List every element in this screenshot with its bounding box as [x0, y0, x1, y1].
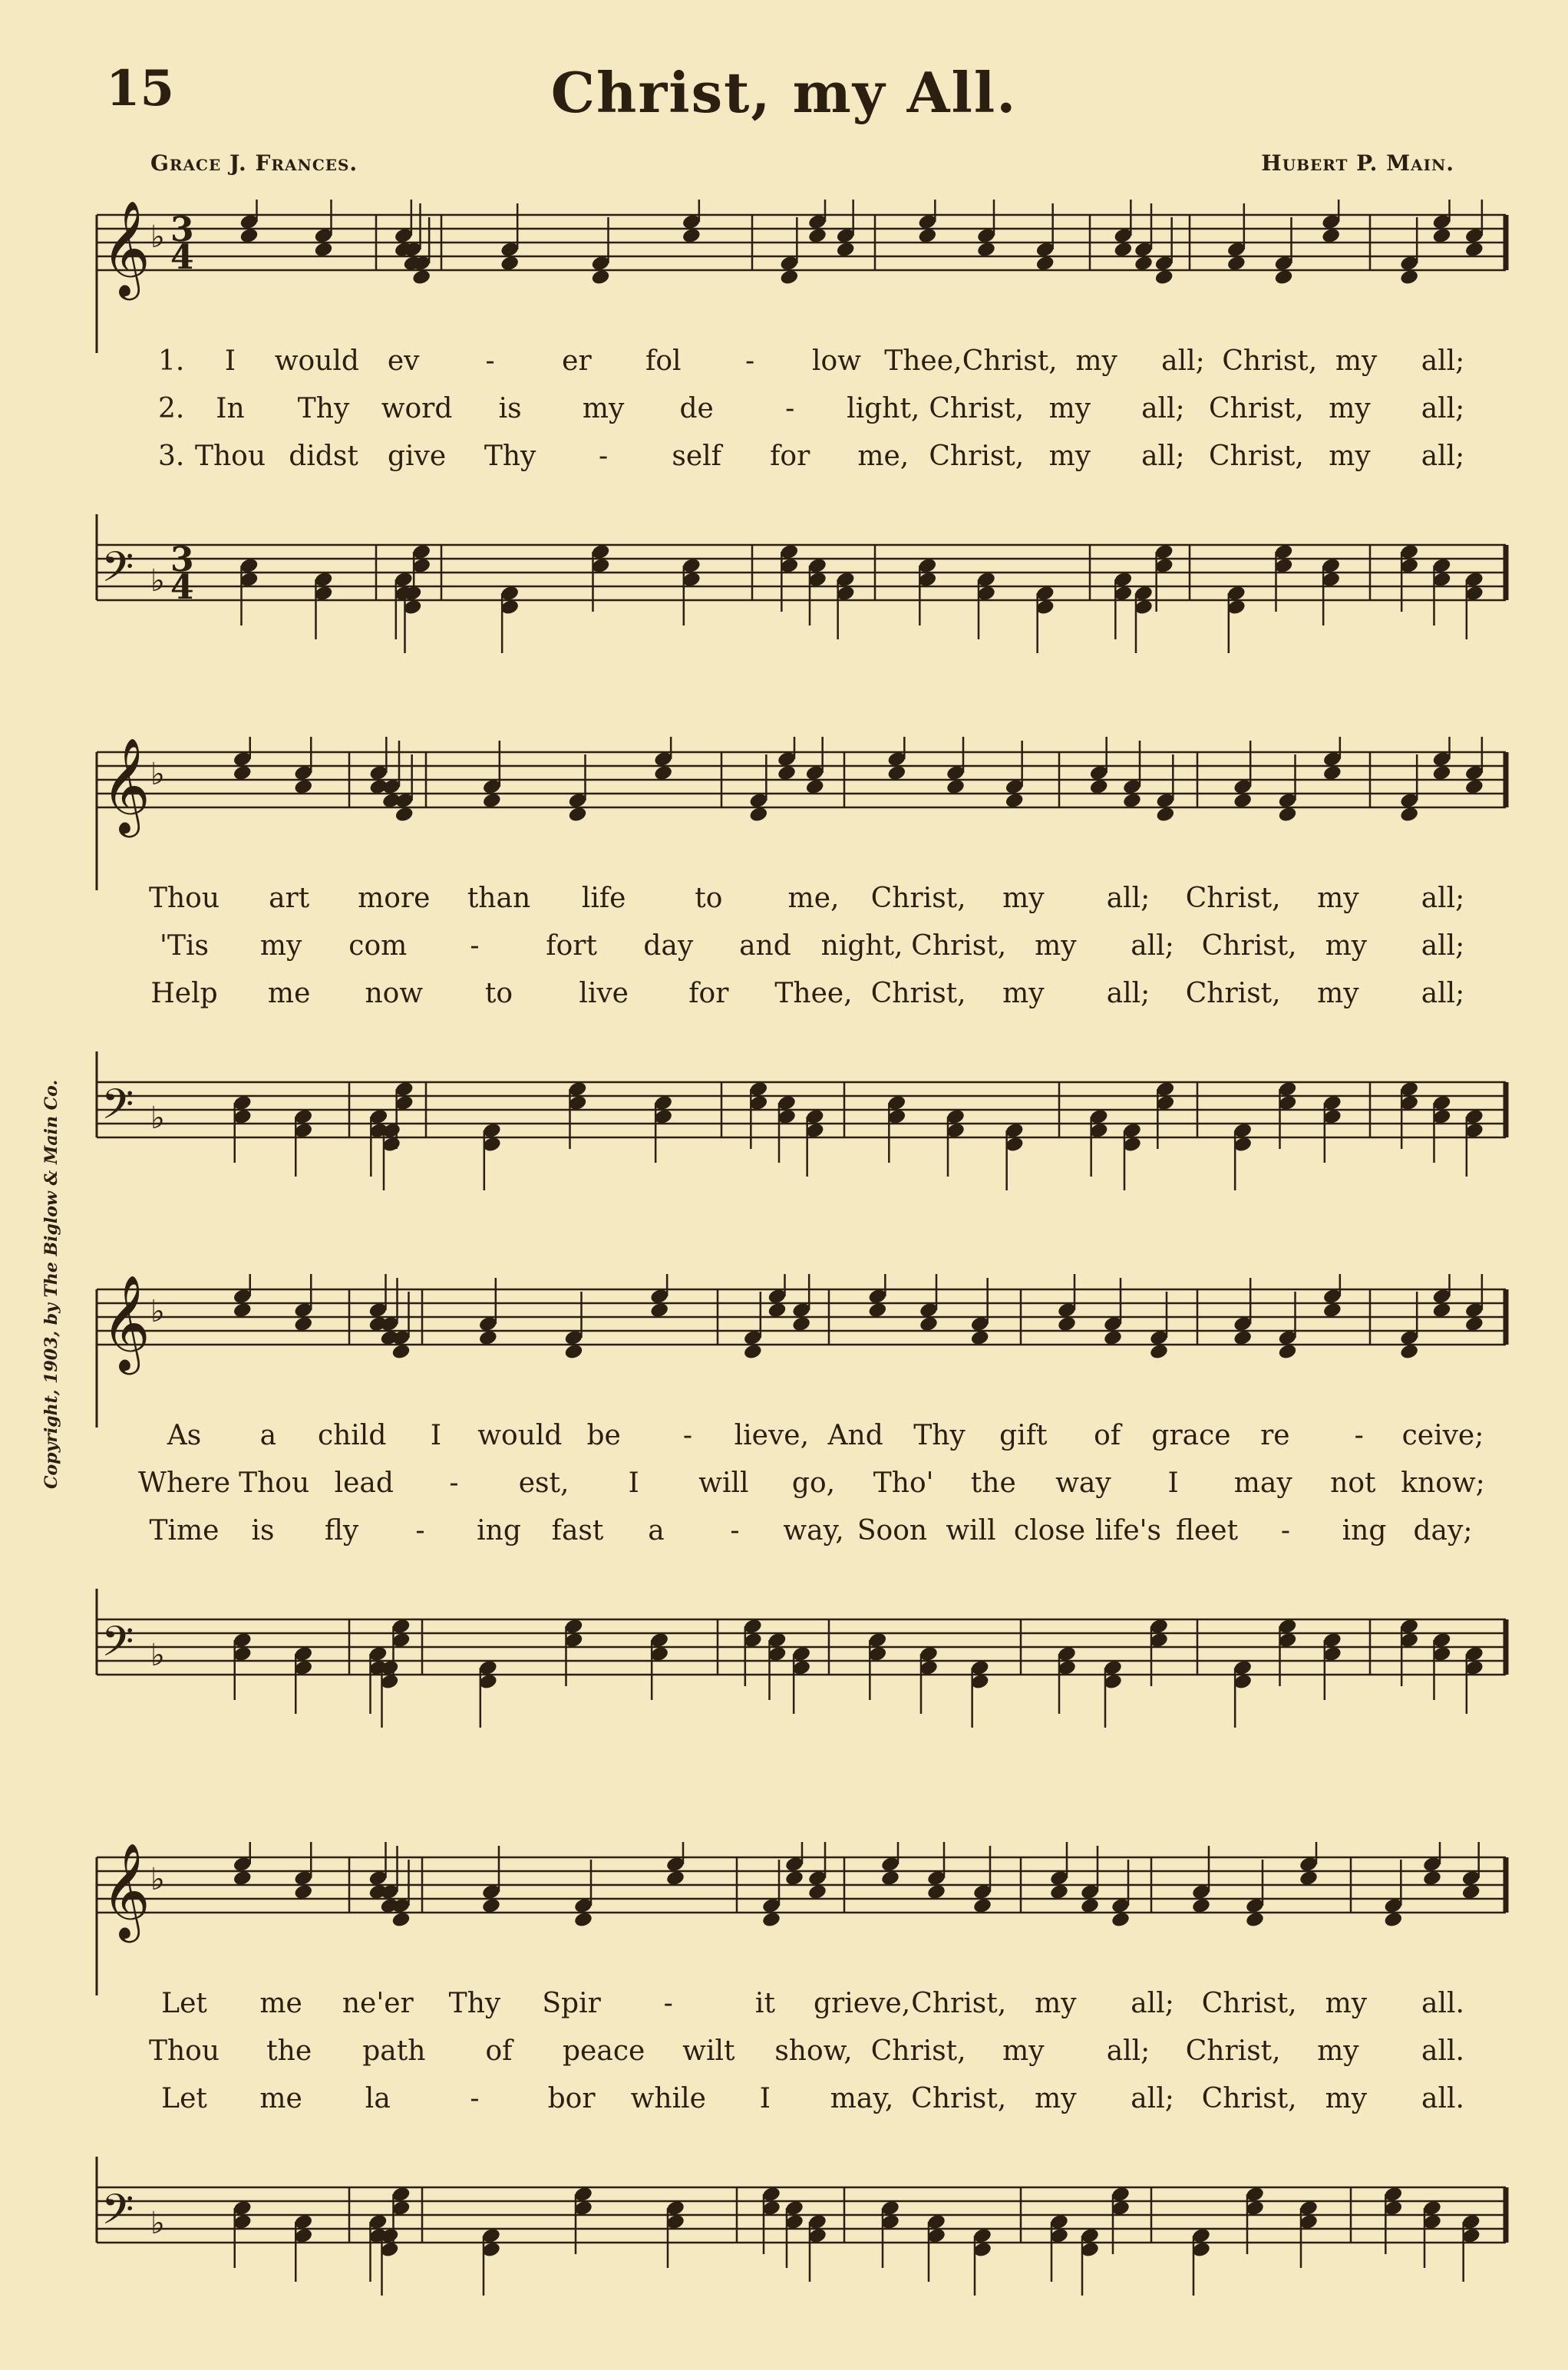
lyric-syllable: com: [348, 930, 408, 962]
lyric-syllable: for: [770, 441, 810, 472]
hymn-number: 15: [106, 60, 175, 117]
bass-clef-icon: 𝄢: [101, 1080, 134, 1139]
lyric-syllable: show,: [774, 2035, 853, 2067]
lyric-syllable: will: [946, 1515, 996, 1546]
lyric-syllable: while: [630, 2083, 706, 2114]
lyric-syllable: me,: [787, 883, 840, 914]
lyric-syllable: Help: [150, 978, 218, 1009]
lyric-syllable: Christ,: [1185, 2035, 1281, 2067]
lyric-syllable: -: [470, 930, 480, 962]
treble-staff-system-1: [0, 200, 1568, 353]
lyric-syllable: way,: [783, 1515, 844, 1546]
treble-staff: [97, 1274, 1506, 1375]
lyric-syllable: la: [365, 2083, 391, 2114]
lyric-syllable: Christ,: [1185, 883, 1281, 914]
lyric-syllable: may: [1233, 1467, 1292, 1499]
flat-icon: ♭: [150, 2206, 165, 2241]
lyric-syllable: re: [1260, 1420, 1290, 1451]
lyric-syllable: fast: [551, 1515, 604, 1546]
lyric-syllable: my: [1002, 883, 1045, 914]
lyric-syllable: all;: [1106, 978, 1150, 1009]
lyric-syllable: all;: [1421, 883, 1465, 914]
lyric-syllable: Christ,: [1201, 2083, 1297, 2114]
lyric-syllable: path: [362, 2035, 426, 2067]
treble-clef-icon: 𝄞: [101, 1275, 150, 1371]
treble-staff-system-4: [0, 1842, 1568, 1995]
lyric-syllable: ing: [1342, 1515, 1387, 1546]
lyric-syllable: all;: [1131, 1988, 1174, 2019]
lyrics-block: [0, 1420, 1568, 1563]
lyric-syllable: Thy: [448, 1988, 501, 2019]
treble-staff: [97, 1842, 1506, 1943]
flat-icon: ♭: [150, 757, 165, 792]
lyric-syllable: the: [266, 2035, 312, 2067]
lyric-syllable: fol: [645, 345, 682, 377]
lyric-syllable: Thy: [913, 1420, 966, 1451]
lyric-line: [0, 883, 1568, 930]
verse-number: 3.: [158, 441, 185, 472]
lyric-syllable: give: [387, 441, 447, 472]
bass-staff-system-1: [0, 514, 1568, 668]
svg-text:4: 4: [170, 568, 194, 607]
lyric-syllable: to: [695, 883, 723, 914]
lyric-syllable: fleet: [1175, 1515, 1239, 1546]
lyric-syllable: Christ,: [1185, 978, 1281, 1009]
lyric-syllable: Thy: [484, 441, 536, 472]
bass-staff-system-4: [0, 2157, 1568, 2310]
lyric-syllable: Christ,: [911, 1988, 1007, 2019]
lyric-syllable: 'Tis: [160, 930, 209, 962]
lyric-syllable: close: [1013, 1515, 1086, 1546]
lyric-syllable: I: [1167, 1467, 1179, 1499]
lyric-syllable: my: [259, 930, 302, 962]
words-author: Grace J. Frances.: [150, 150, 358, 176]
svg-text:3: 3: [170, 540, 194, 579]
lyric-syllable: child: [317, 1420, 387, 1451]
bass-staff: [97, 1617, 1506, 1728]
lyric-syllable: know;: [1401, 1467, 1485, 1499]
lyric-syllable: my: [1317, 883, 1359, 914]
flat-icon: ♭: [150, 563, 165, 599]
lyric-syllable: my: [1317, 978, 1359, 1009]
lyric-syllable: more: [358, 883, 431, 914]
lyric-syllable: would: [274, 345, 359, 377]
hymn-title: Christ, my All.: [550, 60, 1018, 125]
lyric-syllable: to: [484, 978, 513, 1009]
lyric-syllable: and: [739, 930, 791, 962]
flat-icon: ♭: [150, 1294, 165, 1329]
lyric-syllable: gift: [999, 1420, 1048, 1451]
lyric-syllable: my: [1325, 1988, 1368, 2019]
lyric-syllable: me: [259, 1988, 302, 2019]
flat-icon: ♭: [150, 220, 165, 255]
lyric-syllable: As: [167, 1420, 202, 1451]
lyric-syllable: my: [1325, 2083, 1368, 2114]
lyric-line: [0, 441, 1568, 488]
lyric-syllable: my: [1075, 345, 1117, 377]
lyric-syllable: And: [827, 1420, 883, 1451]
lyric-syllable: all;: [1141, 393, 1185, 424]
lyric-syllable: Christ,: [870, 978, 966, 1009]
lyric-syllable: the: [970, 1467, 1016, 1499]
lyric-syllable: ing: [477, 1515, 521, 1546]
flat-icon: ♭: [150, 1862, 165, 1897]
lyric-syllable: -: [485, 345, 495, 377]
lyrics-block: [0, 883, 1568, 1025]
lyric-syllable: -: [1280, 1515, 1291, 1546]
lyric-syllable: night,: [820, 930, 903, 962]
lyric-line: [0, 1515, 1568, 1563]
lyric-syllable: all;: [1421, 930, 1465, 962]
lyric-syllable: Christ,: [870, 883, 966, 914]
bass-staff: [97, 2185, 1506, 2296]
treble-staff-system-3: [0, 1274, 1568, 1428]
lyric-syllable: all.: [1421, 1988, 1464, 2019]
music-composer: Hubert P. Main.: [1261, 150, 1454, 176]
lyric-syllable: now: [365, 978, 424, 1009]
lyric-syllable: Thou: [194, 441, 266, 472]
flat-icon: ♭: [150, 1638, 165, 1673]
lyric-syllable: all;: [1131, 2083, 1174, 2114]
lyric-syllable: est,: [518, 1467, 569, 1499]
treble-clef-icon: 𝄞: [101, 200, 150, 296]
lyric-syllable: lieve,: [734, 1420, 810, 1451]
lyric-syllable: grace: [1151, 1420, 1231, 1451]
lyric-syllable: ne'er: [342, 1988, 414, 2019]
lyric-syllable: day: [643, 930, 694, 962]
lyric-syllable: ceive;: [1401, 1420, 1484, 1451]
lyric-line: [0, 1467, 1568, 1515]
lyric-syllable: I: [628, 1467, 639, 1499]
lyric-syllable: Christ,: [911, 2083, 1007, 2114]
lyric-syllable: -: [470, 2083, 480, 2114]
lyric-syllable: may,: [830, 2083, 894, 2114]
lyric-line: [0, 930, 1568, 978]
lyric-syllable: me,: [857, 441, 909, 472]
lyric-syllable: low: [811, 345, 862, 377]
svg-text:3: 3: [170, 210, 194, 249]
bass-staff-system-2: [0, 1051, 1568, 1205]
treble-staff: [97, 737, 1506, 837]
lyric-syllable: Thy: [297, 393, 350, 424]
lyric-syllable: Where: [137, 1467, 231, 1499]
lyric-syllable: -: [682, 1420, 693, 1451]
treble-clef-icon: 𝄞: [101, 1843, 150, 1939]
lyric-line: [0, 2035, 1568, 2083]
lyric-syllable: would: [477, 1420, 563, 1451]
lyric-syllable: -: [449, 1467, 459, 1499]
bass-clef-icon: 𝄢: [101, 543, 134, 602]
lyric-syllable: not: [1330, 1467, 1376, 1499]
lyric-syllable: Christ,: [929, 441, 1025, 472]
lyric-syllable: my: [582, 393, 625, 424]
treble-staff-system-2: [0, 737, 1568, 890]
flat-icon: ♭: [150, 1101, 165, 1136]
lyric-syllable: Christ,: [1209, 441, 1304, 472]
lyric-syllable: me: [267, 978, 311, 1009]
lyrics-block: [0, 1988, 1568, 2131]
lyric-syllable: peace: [563, 2035, 645, 2067]
lyric-syllable: my: [1325, 930, 1368, 962]
lyric-syllable: -: [785, 393, 795, 424]
lyric-syllable: I: [430, 1420, 442, 1451]
lyric-syllable: Let: [161, 2083, 207, 2114]
bass-clef-icon: 𝄢: [101, 2185, 134, 2244]
bass-staff-system-3: [0, 1589, 1568, 1742]
lyric-syllable: for: [688, 978, 729, 1009]
lyric-syllable: all;: [1421, 345, 1465, 377]
treble-clef-icon: 𝄞: [101, 738, 150, 833]
lyric-syllable: Time: [149, 1515, 220, 1546]
lyric-syllable: Christ,: [962, 345, 1058, 377]
lyric-syllable: my: [1035, 2083, 1077, 2114]
lyric-syllable: is: [251, 1515, 275, 1546]
lyric-syllable: I: [224, 345, 236, 377]
lyric-syllable: Christ,: [911, 930, 1007, 962]
lyric-syllable: way: [1055, 1467, 1111, 1499]
lyric-syllable: my: [1035, 1988, 1077, 2019]
lyric-syllable: is: [498, 393, 522, 424]
lyric-syllable: Let: [161, 1988, 207, 2019]
lyric-syllable: all;: [1421, 441, 1465, 472]
lyric-syllable: grieve,: [813, 1988, 911, 2019]
lyric-syllable: Christ,: [870, 2035, 966, 2067]
lyrics-block: [0, 345, 1568, 488]
lyric-syllable: lead: [334, 1467, 394, 1499]
lyric-syllable: all;: [1106, 2035, 1150, 2067]
lyric-syllable: didst: [289, 441, 358, 472]
lyric-syllable: light,: [847, 393, 920, 424]
lyric-syllable: my: [1002, 2035, 1045, 2067]
lyric-syllable: my: [1048, 393, 1091, 424]
lyric-syllable: go,: [791, 1467, 836, 1499]
verse-number: 2.: [158, 393, 185, 424]
lyric-syllable: In: [216, 393, 245, 424]
lyric-syllable: art: [269, 883, 310, 914]
lyric-line: [0, 2083, 1568, 2131]
lyric-syllable: all;: [1421, 393, 1465, 424]
lyric-line: [0, 1420, 1568, 1467]
lyric-syllable: my: [1329, 393, 1371, 424]
lyric-syllable: Christ,: [1222, 345, 1318, 377]
lyric-syllable: than: [467, 883, 531, 914]
lyric-syllable: my: [1335, 345, 1378, 377]
lyric-syllable: ev: [387, 345, 420, 377]
lyric-syllable: er: [562, 345, 592, 377]
lyric-syllable: Spir: [542, 1988, 601, 2019]
lyric-line: [0, 345, 1568, 393]
lyric-syllable: all;: [1421, 978, 1465, 1009]
svg-text:4: 4: [170, 238, 194, 277]
copyright-notice: Copyright, 1903, by The Biglow & Main Co.: [41, 1079, 61, 1489]
lyric-syllable: all.: [1421, 2035, 1464, 2067]
lyric-syllable: my: [1035, 930, 1077, 962]
lyric-syllable: of: [485, 2035, 513, 2067]
lyric-syllable: Thou: [239, 1467, 310, 1499]
lyric-line: [0, 978, 1568, 1025]
lyric-syllable: my: [1002, 978, 1045, 1009]
lyric-syllable: my: [1317, 2035, 1359, 2067]
lyric-syllable: all;: [1106, 883, 1150, 914]
lyric-syllable: life: [581, 883, 626, 914]
lyric-syllable: Christ,: [929, 393, 1025, 424]
lyric-syllable: Thee,: [774, 978, 853, 1009]
lyric-syllable: will: [698, 1467, 749, 1499]
lyric-syllable: de: [679, 393, 714, 424]
lyric-syllable: -: [745, 345, 755, 377]
lyric-syllable: all.: [1421, 2083, 1464, 2114]
lyric-syllable: my: [1048, 441, 1091, 472]
verse-number: 1.: [158, 345, 185, 377]
lyric-syllable: self: [672, 441, 721, 472]
lyric-syllable: my: [1329, 441, 1371, 472]
bass-staff: [97, 1080, 1506, 1190]
lyric-syllable: a: [259, 1420, 277, 1451]
lyric-syllable: life's: [1094, 1515, 1162, 1546]
lyric-syllable: fly: [324, 1515, 359, 1546]
lyric-syllable: of: [1094, 1420, 1121, 1451]
lyric-syllable: -: [415, 1515, 425, 1546]
lyric-syllable: I: [759, 2083, 771, 2114]
lyric-syllable: word: [381, 393, 453, 424]
lyric-syllable: Thee,: [884, 345, 962, 377]
lyric-syllable: -: [599, 441, 609, 472]
treble-staff: [97, 200, 1506, 300]
lyric-syllable: all;: [1161, 345, 1205, 377]
lyric-syllable: be: [586, 1420, 621, 1451]
lyric-syllable: wilt: [682, 2035, 735, 2067]
lyric-syllable: live: [579, 978, 629, 1009]
lyric-syllable: Christ,: [1209, 393, 1304, 424]
bass-clef-icon: 𝄢: [101, 1617, 134, 1676]
lyric-line: [0, 393, 1568, 441]
lyric-syllable: day;: [1413, 1515, 1473, 1546]
lyric-syllable: Thou: [148, 2035, 220, 2067]
bass-staff: [97, 540, 1506, 653]
lyric-syllable: fort: [546, 930, 597, 962]
lyric-syllable: Tho': [873, 1467, 934, 1499]
lyric-syllable: a: [648, 1515, 665, 1546]
lyric-syllable: it: [754, 1988, 775, 2019]
lyric-syllable: Soon: [857, 1515, 928, 1546]
lyric-syllable: me: [259, 2083, 302, 2114]
lyric-syllable: all;: [1131, 930, 1174, 962]
lyric-syllable: Christ,: [1201, 930, 1297, 962]
lyric-syllable: -: [663, 1988, 673, 2019]
lyric-syllable: Thou: [148, 883, 220, 914]
lyric-line: [0, 1988, 1568, 2035]
lyric-syllable: all;: [1141, 441, 1185, 472]
lyric-syllable: -: [1354, 1420, 1364, 1451]
lyric-syllable: Christ,: [1201, 1988, 1297, 2019]
lyric-syllable: bor: [547, 2083, 596, 2114]
lyric-syllable: -: [730, 1515, 740, 1546]
